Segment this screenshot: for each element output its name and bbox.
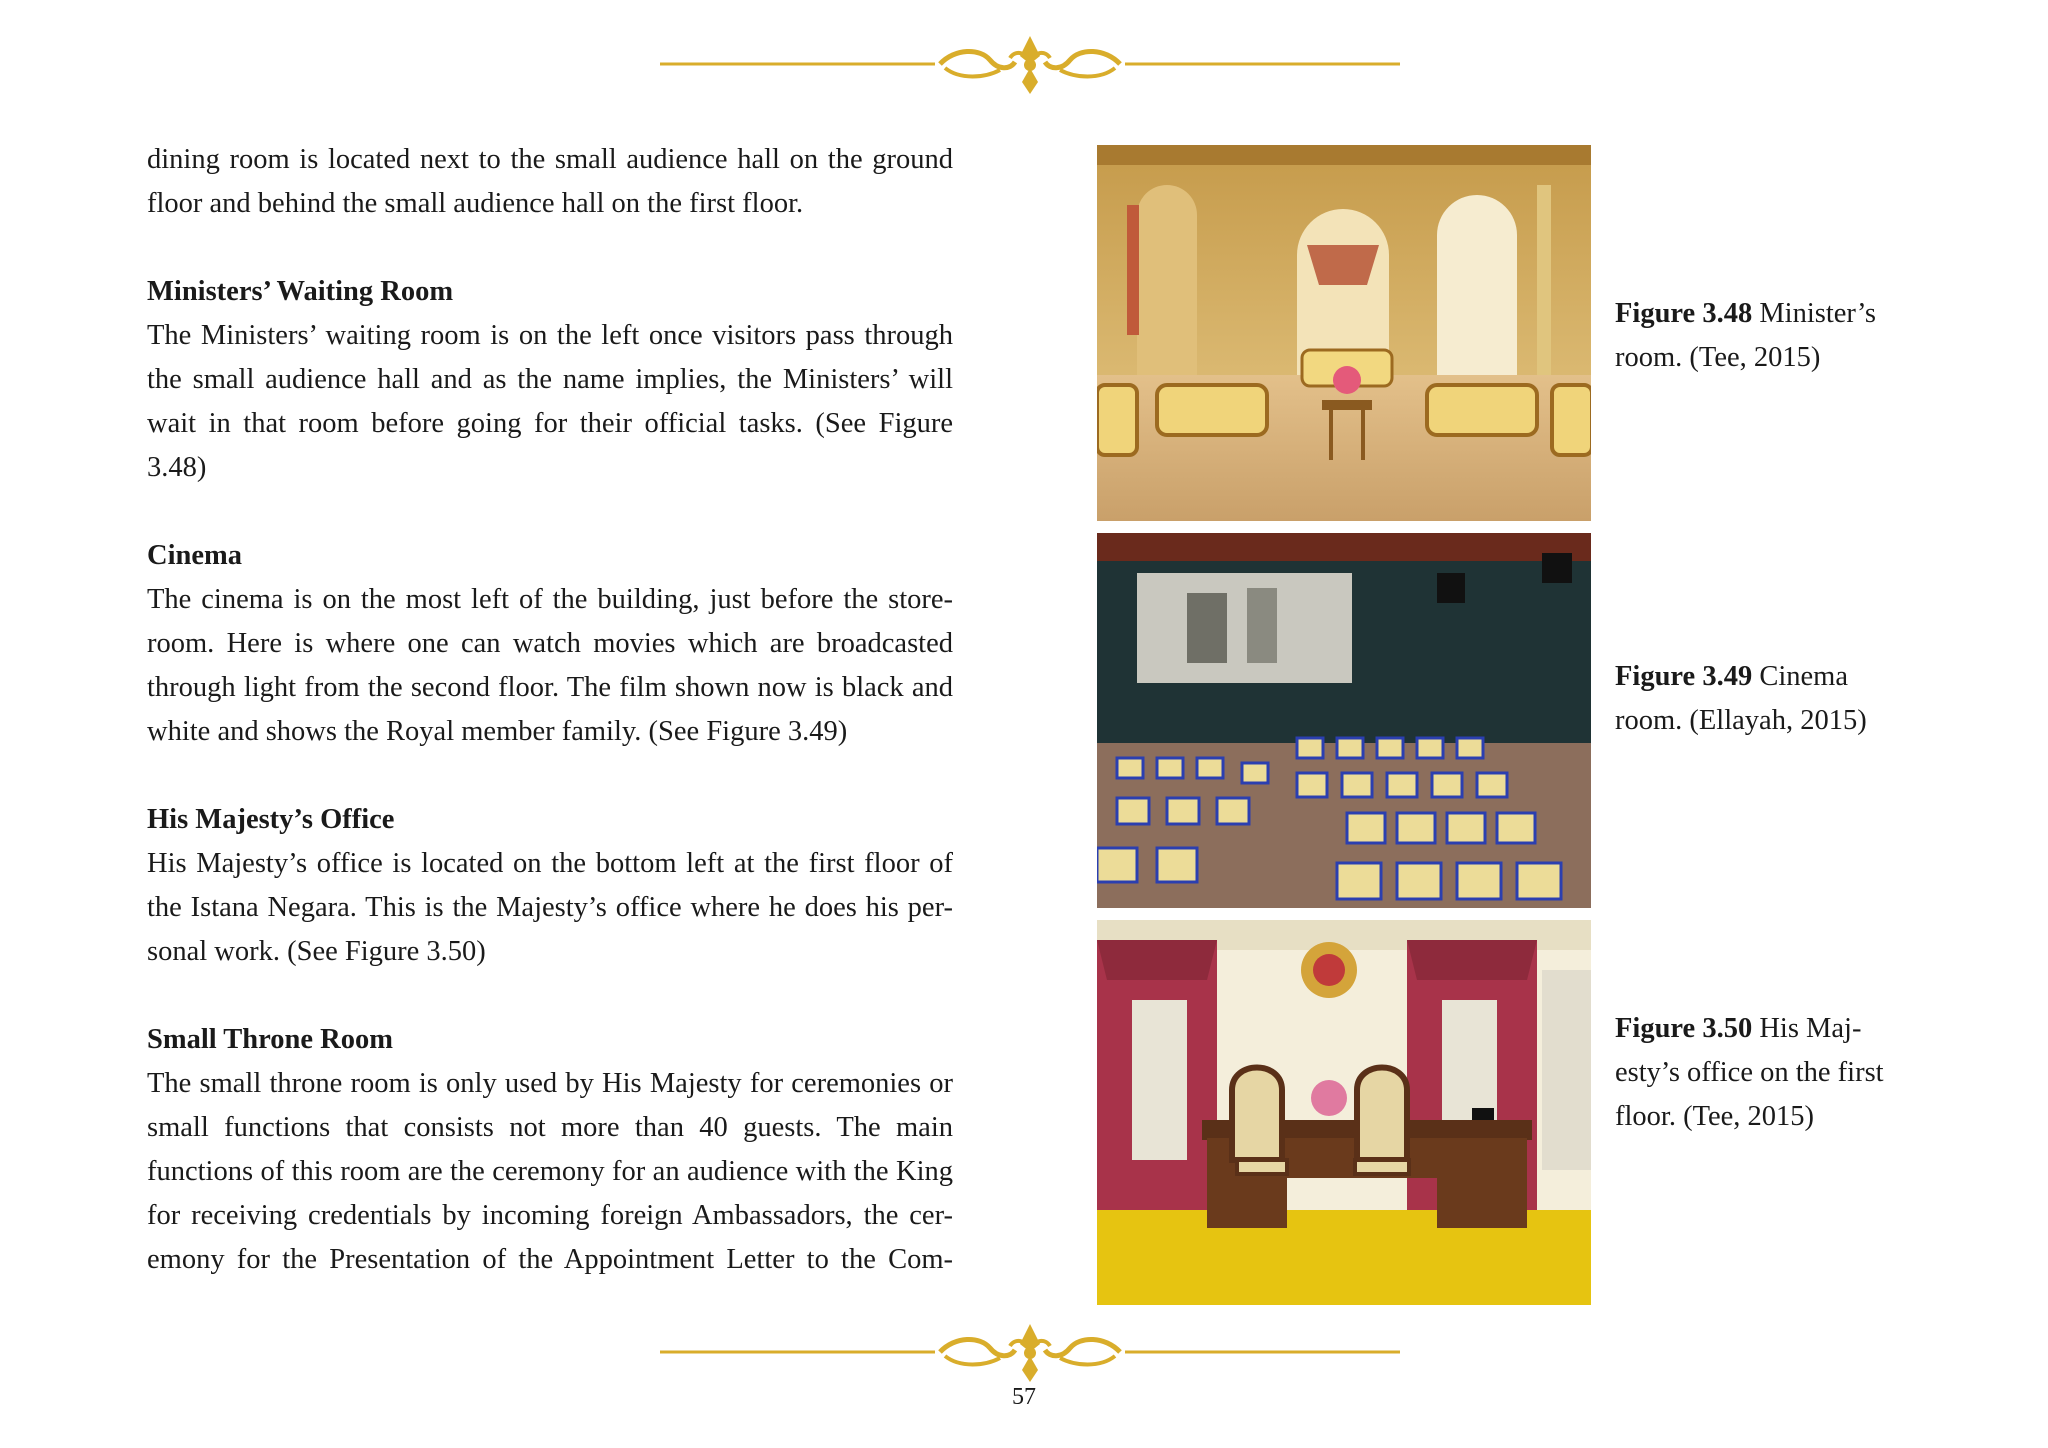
figure-his-majestys-office-photo: [1097, 920, 1591, 1305]
heading-ministers-waiting-room: Ministers’ Waiting Room: [147, 276, 454, 307]
caption-figure-3-49: [1615, 655, 1905, 743]
caption-figure-3-48: [1615, 292, 1905, 380]
paragraph-his-majestys-office: His Majesty’s office is located on the bottom left at the first floor of the Istana Negara. This is the Majesty’s office where he does his per-sonal work. (See Figure 3.50): [147, 848, 953, 967]
caption-text: Minister’s room. (Tee, 2015): [1615, 298, 1876, 373]
figure-ministers-room-photo: [1097, 145, 1591, 521]
bottom-ornament-divider: [660, 1318, 1400, 1388]
top-ornament-divider: [660, 30, 1400, 100]
paragraph-ministers-waiting-room: The Ministers’ waiting room is on the left once visitors pass through the small audience hall and as the name implies, the Ministers’ will wait in that room before going for their official tasks. (See Figure 3.48): [147, 320, 953, 483]
paragraph-cinema: The cinema is on the most left of the building, just before the store-room. Here is where one can watch movies which are broadcasted through light from the second floor. The film shown now is black and white and shows the Royal member family. (See Figure 3.49): [147, 584, 953, 747]
intro-line-2: floor and behind the small audience hall on the first floor.: [147, 188, 804, 219]
ornament-flourish-icon: [660, 1318, 1400, 1388]
page-number: 57: [1012, 1384, 1036, 1410]
paragraph-small-throne-room: The small throne room is only used by His Majesty for ceremonies or small functions that consists not more than 40 guests. The main functions of this room are the ceremony for an audience with the King for receiving credentials by incoming foreign Ambassadors, the cer-emony for the Presentation of the Appointment Letter to the Com-: [147, 1068, 953, 1275]
figure-cinema-room-photo: [1097, 533, 1591, 908]
figure-label: Figure 3.48: [1615, 298, 1753, 329]
figure-label: Figure 3.49: [1615, 661, 1753, 692]
heading-cinema: Cinema: [147, 540, 242, 571]
caption-text: Cinema room. (Ellayah, 2015): [1615, 661, 1867, 736]
heading-his-majestys-office: His Majesty’s Office: [147, 804, 395, 835]
body-text-column: [147, 138, 953, 1282]
caption-figure-3-50: [1615, 1007, 1905, 1139]
ornament-flourish-icon: [660, 30, 1400, 100]
heading-small-throne-room: Small Throne Room: [147, 1024, 393, 1055]
intro-line-1: dining room is located next to the small audience hall on the ground: [147, 144, 953, 175]
figure-label: Figure 3.50: [1615, 1013, 1753, 1044]
caption-text: His Maj-esty’s office on the first floor. (Tee, 2015): [1615, 1013, 1884, 1132]
